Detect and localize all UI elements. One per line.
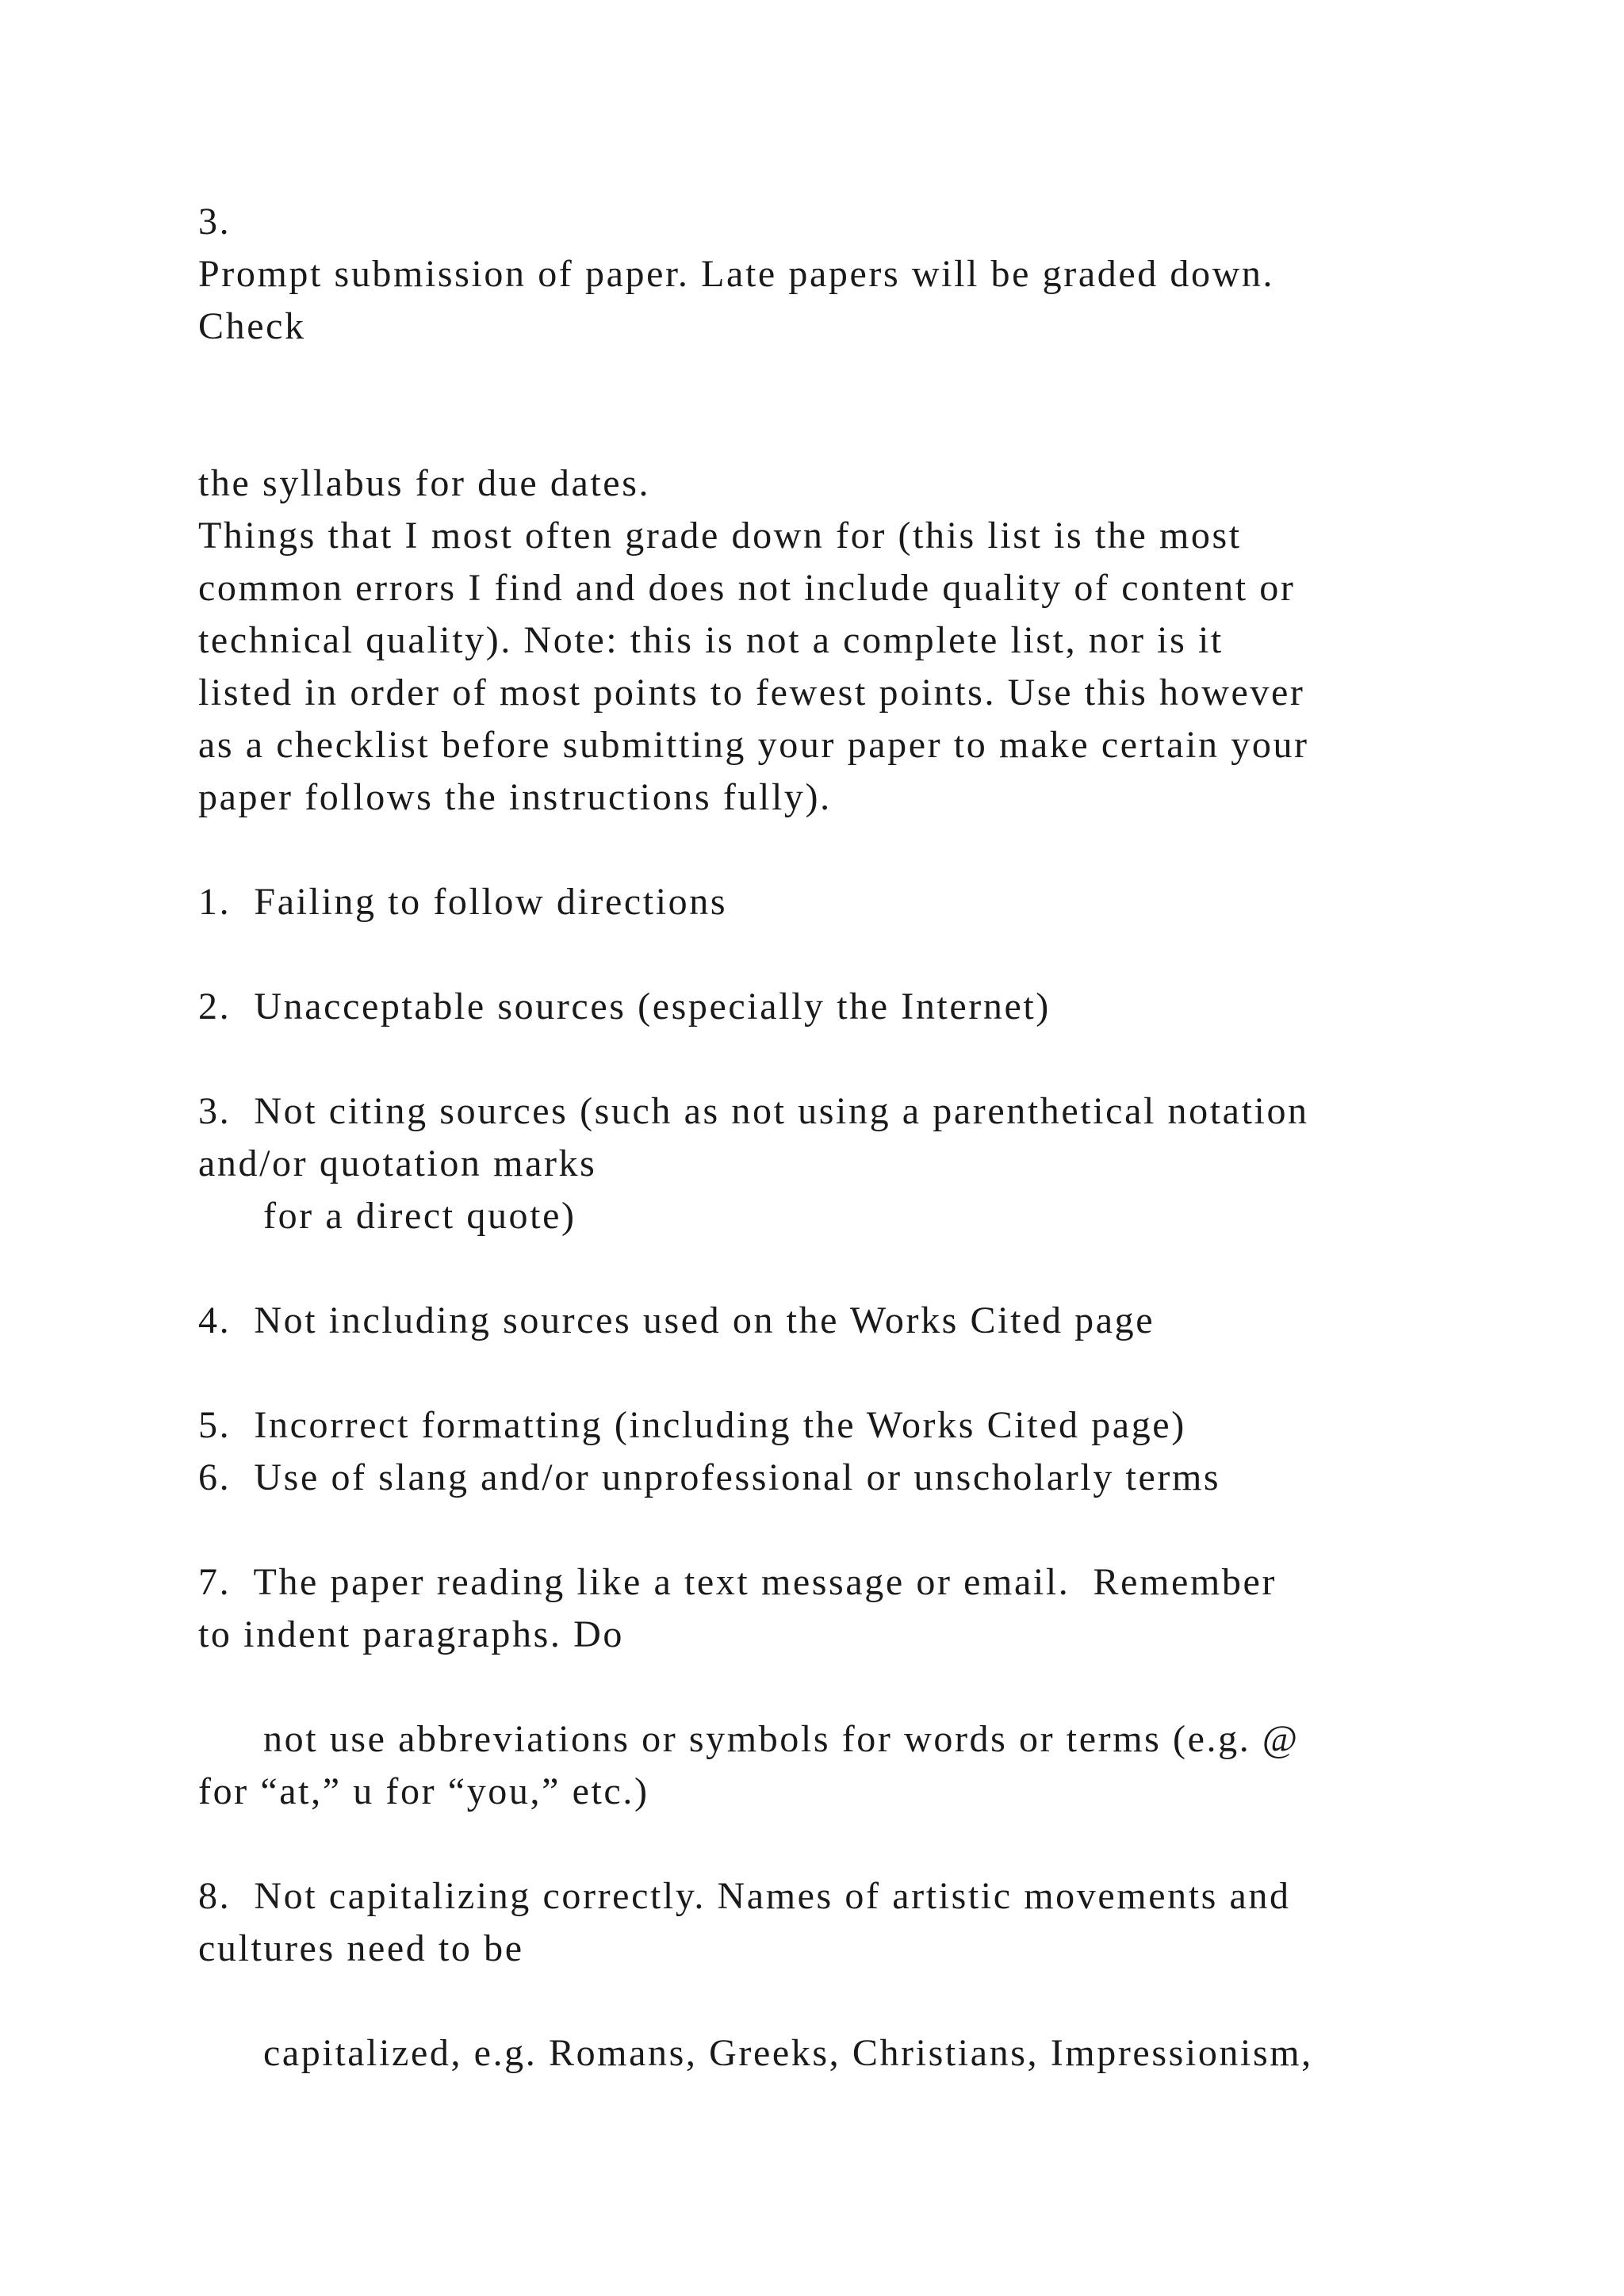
text-line: Prompt submission of paper. Late papers will be graded down. — [198, 253, 1275, 295]
list-item-8-continued: capitalized, e.g. Romans, Greeks, Christians, Impressionism, — [263, 2032, 1313, 2074]
list-item-7-continued: to indent paragraphs. Do — [198, 1613, 624, 1655]
text-line: Things that I most often grade down for (this list is the most — [198, 515, 1242, 557]
text-line: as a checklist before submitting your paper to make certain your — [198, 724, 1309, 766]
text-line: listed in order of most points to fewest points. Use this however — [198, 672, 1305, 714]
text-line: common errors I find and does not include quality of content or — [198, 567, 1296, 609]
list-item-7-continued: for “at,” u for “you,” etc.) — [198, 1770, 649, 1812]
text-line: Check — [198, 305, 306, 347]
list-item-3-continued: for a direct quote) — [263, 1195, 576, 1237]
list-item-8: 8. Not capitalizing correctly. Names of artistic movements and — [198, 1875, 1291, 1917]
list-item-2: 2. Unacceptable sources (especially the Internet) — [198, 985, 1051, 1027]
item-number-3: 3. — [198, 201, 232, 243]
list-item-6: 6. Use of slang and/or unprofessional or unscholarly terms — [198, 1456, 1221, 1498]
list-item-8-continued: cultures need to be — [198, 1927, 524, 1969]
list-item-5: 5. Incorrect formatting (including the Works Cited page) — [198, 1404, 1186, 1446]
list-item-7-continued: not use abbreviations or symbols for words or terms (e.g. @ — [263, 1718, 1300, 1760]
list-item-1: 1. Failing to follow directions — [198, 881, 728, 923]
text-line: the syllabus for due dates. — [198, 462, 651, 504]
list-item-7: 7. The paper reading like a text message or email. Remember — [198, 1561, 1277, 1603]
list-item-3-continued: and/or quotation marks — [198, 1142, 597, 1184]
list-item-3: 3. Not citing sources (such as not using a parenthetical notation — [198, 1090, 1309, 1132]
text-line: paper follows the instructions fully). — [198, 776, 832, 818]
text-line: technical quality). Note: this is not a complete list, nor is it — [198, 619, 1224, 661]
list-item-4: 4. Not including sources used on the Works Cited page — [198, 1299, 1155, 1341]
